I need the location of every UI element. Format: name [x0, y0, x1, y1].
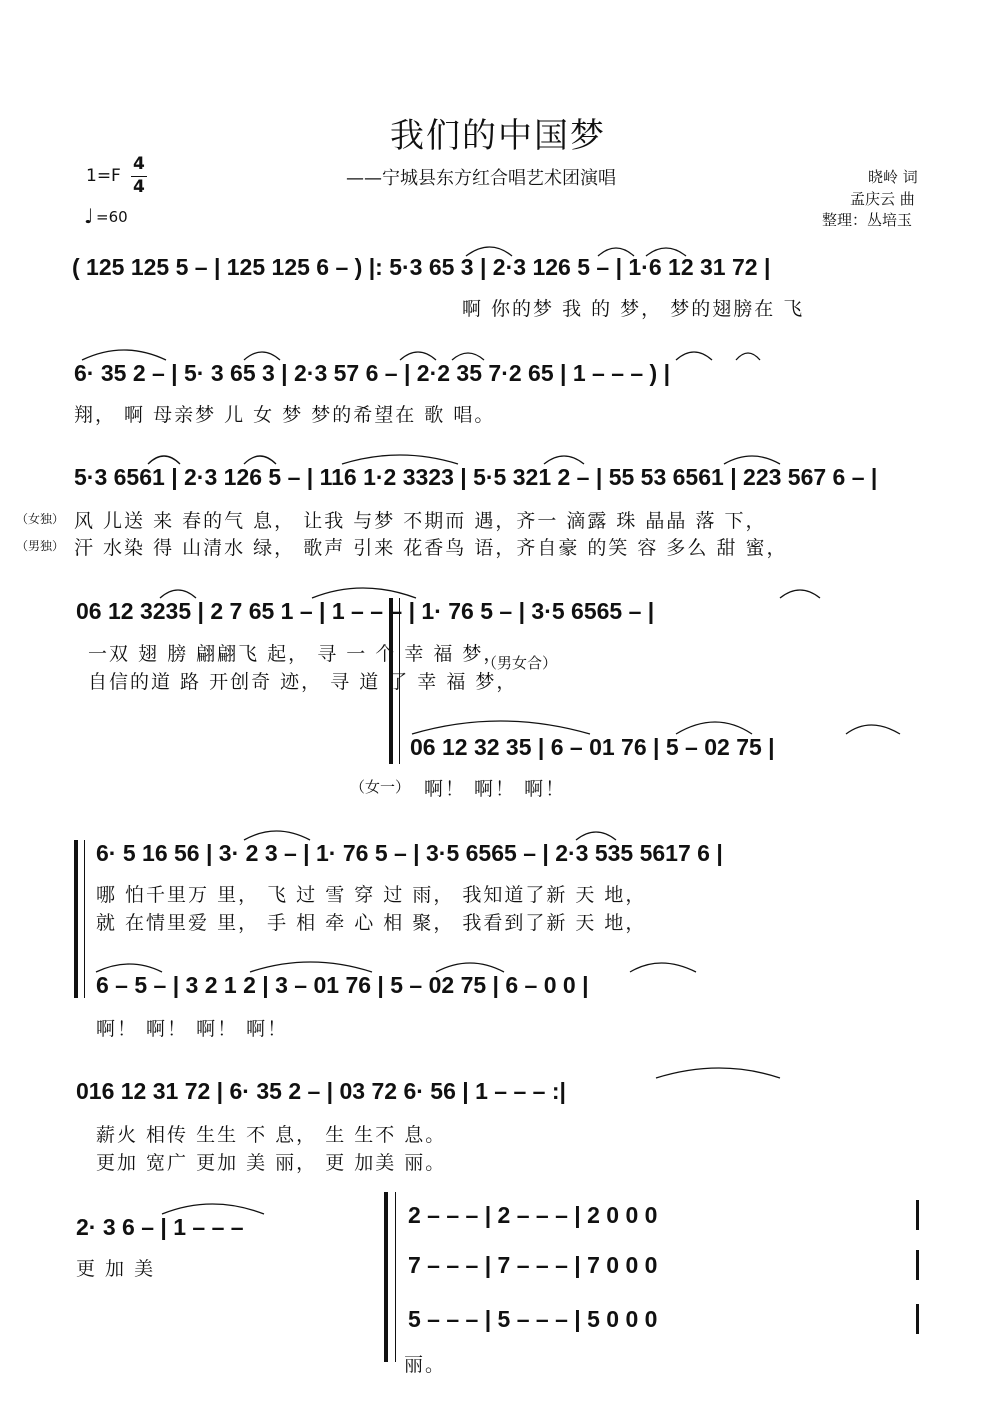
- slur: [656, 1068, 780, 1078]
- composer-credit: 孟庆云 曲: [850, 190, 915, 208]
- slur: [148, 456, 180, 464]
- female-solo-tag: （女独）: [16, 512, 65, 526]
- final-lyric: 丽。: [404, 1354, 447, 1376]
- notation-line-3: 5·3 6561 | 2·3 126 5 – | 116 1·2 3323 | 5·5 321 2 – | 55 53 6561 | 223 567 6 – |: [74, 464, 878, 490]
- slur: [96, 964, 162, 972]
- final-part-alto: 7 – – – | 7 – – – | 7 0 0 0: [408, 1252, 658, 1278]
- system-line-3: [395, 1192, 396, 1362]
- slur: [244, 456, 276, 464]
- lyric-line-8b: 更加 宽广 更加 美 丽， 更 加美 丽。: [96, 1152, 447, 1174]
- slur: [162, 1204, 264, 1214]
- system-line-2: [84, 840, 85, 998]
- notation-line-9: 2· 3 6 – | 1 – – –: [76, 1214, 244, 1240]
- notation-line-1: ( 125 125 5 – | 125 125 6 – ) |: 5·3 65 3 | 2·3 126 5 – | 1·6 12 31 72 |: [72, 254, 771, 280]
- female-one-tag: （女一）: [350, 778, 411, 796]
- system-bracket-2: [74, 840, 78, 998]
- notation-line-4: 06 12 3235 | 2 7 65 1 – | 1 – – – | 1· 76 5 – | 3·5 6565 – |: [76, 598, 655, 624]
- notation-line-6: 6· 5 16 56 | 3· 2 3 – | 1· 76 5 – | 3·5 6565 – | 2·3 535 5617 6 |: [96, 840, 723, 866]
- slur: [846, 725, 900, 734]
- time-signature-bottom: 4: [133, 177, 145, 197]
- slur: [676, 352, 712, 360]
- lyric-line-3b: 汗 水染 得 山清水 绿， 歌声 引来 花香鸟 语，齐自豪 的笑 容 多么 甜 蜜，: [74, 537, 788, 559]
- slur: [312, 588, 416, 598]
- system-line-1: [399, 598, 400, 764]
- slur: [244, 352, 280, 360]
- song-title: 我们的中国梦: [390, 116, 606, 156]
- final-part-bass: 5 – – – | 5 – – – | 5 0 0 0: [408, 1306, 658, 1332]
- slur: [250, 962, 372, 972]
- lyric-line-6b: 就 在情里爱 里， 手 相 牵 心 相 聚， 我看到了新 天 地，: [96, 912, 647, 934]
- slur: [736, 353, 760, 360]
- notation-line-7: 6 – 5 – | 3 2 1 2 | 3 – 01 76 | 5 – 02 75 | 6 – 0 0 |: [96, 972, 589, 998]
- notation-line-2: 6· 35 2 – | 5· 3 65 3 | 2·3 57 6 – | 2·2 35 7·2 65 | 1 – – – ) |: [74, 360, 671, 386]
- lyric-line-9: 更 加 美: [76, 1258, 156, 1280]
- lyric-line-3a: 风 儿送 来 春的气 息， 让我 与梦 不期而 遇，齐一 滴露 珠 晶晶 落 下，: [74, 510, 767, 532]
- slur: [342, 455, 458, 464]
- slur: [630, 963, 696, 972]
- slur: [452, 353, 484, 360]
- final-barline-3: [916, 1304, 919, 1334]
- lyric-line-8a: 薪火 相传 生生 不 息， 生 生不 息。: [96, 1124, 447, 1146]
- quarter-note-icon: ♩: [84, 204, 94, 228]
- final-part-soprano: 2 – – – | 2 – – – | 2 0 0 0: [408, 1202, 658, 1228]
- lyric-line-2: 翔， 啊 母亲梦 儿 女 梦 梦的希望在 歌 唱。: [74, 404, 496, 426]
- time-signature-top: 4: [133, 154, 145, 174]
- final-barline-1: [916, 1200, 919, 1230]
- slur: [82, 350, 166, 360]
- slur: [244, 831, 310, 840]
- tempo-marking: =60: [96, 208, 128, 226]
- lyric-line-7: 啊！ 啊！ 啊！ 啊！: [96, 1018, 289, 1040]
- slur: [412, 721, 590, 734]
- slur: [724, 456, 780, 464]
- final-barline-2: [916, 1250, 919, 1280]
- key-signature: 1=F: [86, 166, 121, 186]
- arranger-credit: 整理：丛培玉: [822, 211, 913, 229]
- notation-line-8: 016 12 31 72 | 6· 35 2 – | 03 72 6· 56 | 1 – – – :|: [76, 1078, 566, 1104]
- mixed-chorus-tag: （男女合）: [482, 654, 558, 672]
- lyric-line-1: 啊 你的梦 我 的 梦， 梦的翅膀在 飞: [462, 298, 805, 320]
- lyric-line-5: 啊！ 啊！ 啊！: [424, 778, 567, 800]
- slur: [676, 722, 752, 734]
- system-bracket-1: [389, 598, 393, 764]
- slur: [780, 590, 820, 598]
- slur: [160, 590, 196, 598]
- lyric-line-4a: 一双 翅 膀 翩翩飞 起， 寻 一 个 幸 福 梦，: [88, 643, 505, 665]
- system-bracket-3: [384, 1192, 388, 1362]
- notation-line-5: 06 12 32 35 | 6 – 01 76 | 5 – 02 75 |: [410, 734, 775, 760]
- slur: [436, 963, 504, 972]
- slur: [400, 352, 436, 360]
- lyricist-credit: 晓岭 词: [868, 168, 918, 186]
- slur: [576, 832, 616, 840]
- slur: [544, 456, 584, 464]
- performer-subtitle: ——宁城县东方红合唱艺术团演唱: [346, 168, 616, 189]
- lyric-line-4b: 自信的道 路 开创奇 迹， 寻 道 了 幸 福 梦，: [88, 671, 518, 693]
- male-solo-tag: （男独）: [16, 539, 65, 553]
- lyric-line-6a: 哪 怕千里万 里， 飞 过 雪 穿 过 雨， 我知道了新 天 地，: [96, 884, 647, 906]
